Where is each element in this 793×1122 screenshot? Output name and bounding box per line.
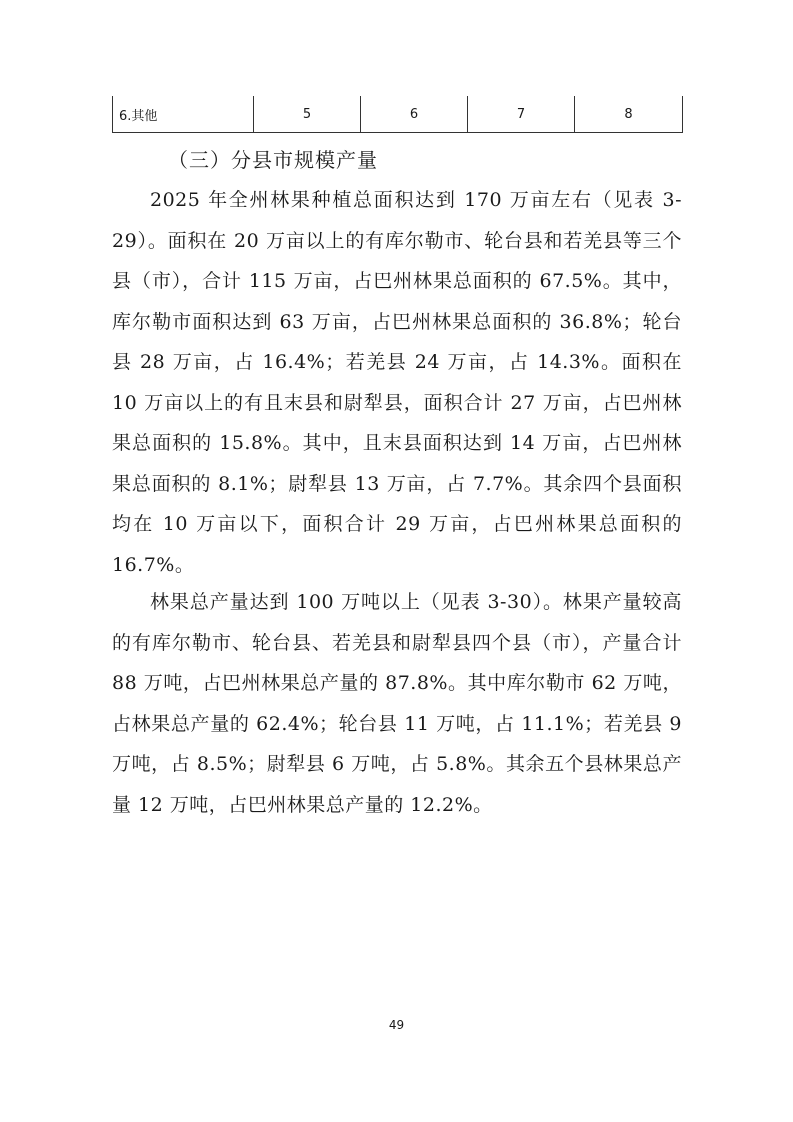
body-paragraph-output: 林果总产量达到 100 万吨以上（见表 3-30）。林果产量较高的有库尔勒市、轮台县、若羌县和尉犁县四个县（市），产量合计 88 万吨，占巴州林果总产量的 87.8%。其中库尔勒市 62 万吨，占林果总产量的 62.4%；轮台县 11 万吨，占 11.1%；若羌县 9 万吨，占 8.5%；尉犁县 6 万吨，占 5.8%。其余五个县林果总产量 12 万吨，占巴州林果总产量的 12.2%。 <box>112 591 682 816</box>
table-row <box>113 96 683 133</box>
page-number: 49 <box>388 1018 405 1032</box>
table-cell: 8 <box>575 96 683 133</box>
table-cell: 6 <box>361 96 468 133</box>
body-paragraph-area: 2025 年全州林果种植总面积达到 170 万亩左右（见表 3-29）。面积在 20 万亩以上的有库尔勒市、轮台县和若羌县等三个县（市），合计 115 万亩，占巴州林果总面积的 67.5%。其中，库尔勒市面积达到 63 万亩，占巴州林果总面积的 36.8%；轮台县 28 万亩，占 16.4%；若羌县 24 万亩，占 14.3%。面积在 10 万亩以上的有且末县和尉犁县，面积合计 27 万亩，占巴州林果总面积的 15.8%。其中，且末县面积达到 14 万亩，占巴州林果总面积的 8.1%；尉犁县 13 万亩，占 7.7%。其余四个县面积均在 10 万亩以下，面积合计 29 万亩，占巴州林果总面积的 16.7%。 <box>112 189 682 576</box>
table-cell: 5 <box>254 96 361 133</box>
data-table-fragment <box>112 96 683 133</box>
section-heading: （三）分县市规模产量 <box>168 148 378 172</box>
table-cell-category: 6.其他 <box>113 96 254 133</box>
table-cell: 7 <box>468 96 575 133</box>
